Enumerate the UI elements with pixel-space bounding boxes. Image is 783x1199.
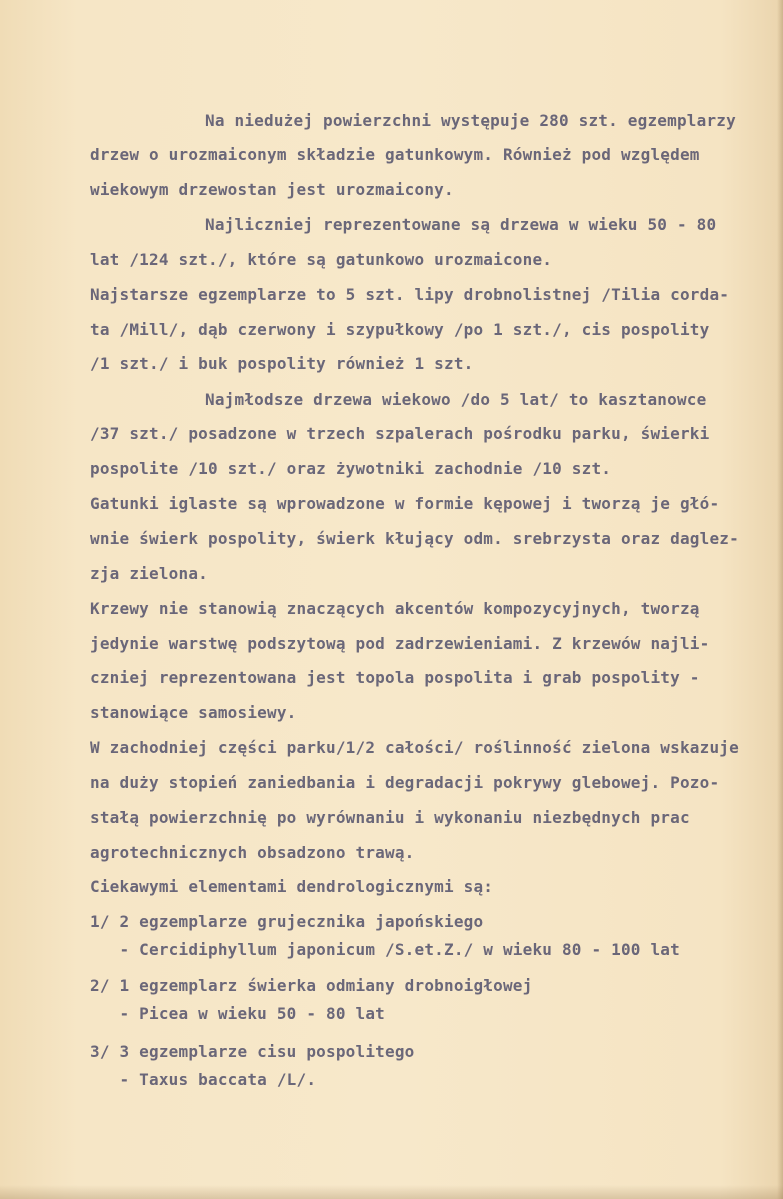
text-line: pospolite /10 szt./ oraz żywotniki zachodnie /10 szt. — [90, 459, 612, 478]
text-line: /37 szt./ posadzone w trzech szpalerach pośrodku parku, świerki — [90, 424, 710, 443]
list-item: 2/ 1 egzemplarz świerka odmiany drobnoigłowej — [90, 976, 533, 995]
text-line: zja zielona. — [90, 564, 208, 583]
text-line: Na niedużej powierzchni występuje 280 szt. egzemplarzy — [205, 111, 736, 130]
text-line: Ciekawymi elementami dendrologicznymi są: — [90, 877, 494, 896]
text-line: Najmłodsze drzewa wiekowo /do 5 lat/ to kasztanowce — [205, 390, 707, 409]
text-line: Najstarsze egzemplarze to 5 szt. lipy drobnolistnej /Tilia corda- — [90, 285, 730, 304]
text-line: wnie świerk pospolity, świerk kłujący odm. srebrzysta oraz daglez- — [90, 529, 739, 548]
text-line: na duży stopień zaniedbania i degradacji pokrywy glebowej. Pozo- — [90, 773, 720, 792]
text-line: /1 szt./ i buk pospolity również 1 szt. — [90, 354, 474, 373]
text-line: czniej reprezentowana jest topola pospolita i grab pospolity - — [90, 668, 700, 687]
text-line: stałą powierzchnię po wyrównaniu i wykonaniu niezbędnych prac — [90, 808, 690, 827]
text-line: stanowiące samosiewy. — [90, 703, 297, 722]
text-line: lat /124 szt./, które są gatunkowo urozmaicone. — [90, 250, 553, 269]
text-line: Gatunki iglaste są wprowadzone w formie kępowej i tworzą je głó- — [90, 494, 720, 513]
list-item-detail: - Picea w wieku 50 - 80 lat — [90, 1004, 385, 1023]
text-line: jedynie warstwę podszytową pod zadrzewieniami. Z krzewów najli- — [90, 634, 710, 653]
list-item: 3/ 3 egzemplarze cisu pospolitego — [90, 1042, 415, 1061]
page-edge-bottom — [0, 1185, 783, 1199]
list-item-detail: - Taxus baccata /L/. — [90, 1070, 317, 1089]
text-line: Najliczniej reprezentowane są drzewa w wieku 50 - 80 — [205, 215, 717, 234]
text-line: drzew o urozmaiconym składzie gatunkowym. Również pod względem — [90, 145, 700, 164]
text-line: Krzewy nie stanowią znaczących akcentów kompozycyjnych, tworzą — [90, 599, 700, 618]
text-line: W zachodniej części parku/1/2 całości/ roślinność zielona wskazuje — [90, 738, 739, 757]
text-line: agrotechnicznych obsadzono trawą. — [90, 843, 415, 862]
list-item: 1/ 2 egzemplarze grujecznika japońskiego — [90, 912, 484, 931]
list-item-detail: - Cercidiphyllum japonicum /S.et.Z./ w wieku 80 - 100 lat — [90, 940, 680, 959]
text-line: wiekowym drzewostan jest urozmaicony. — [90, 180, 454, 199]
text-line: ta /Mill/, dąb czerwony i szypułkowy /po 1 szt./, cis pospolity — [90, 320, 710, 339]
